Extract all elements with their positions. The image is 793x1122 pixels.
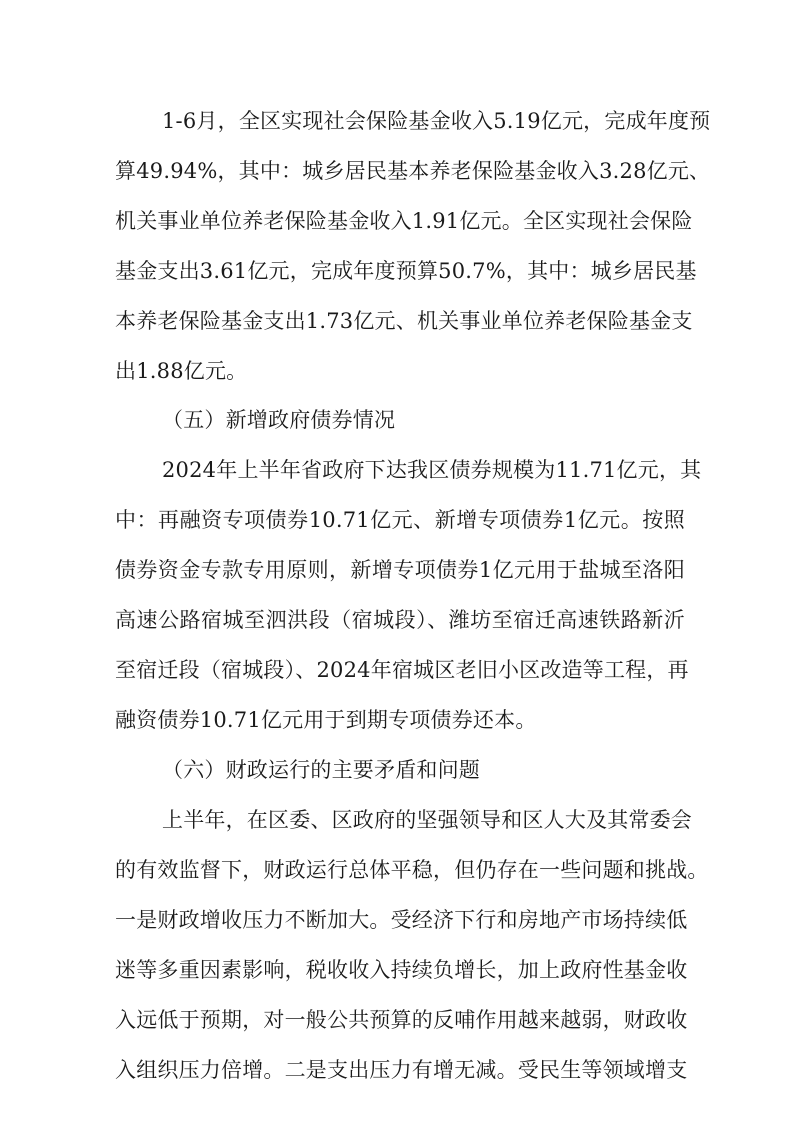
paragraph-line: 入远低于预期，对一般公共预算的反哺作用越来越弱，财政收	[115, 1008, 688, 1032]
paragraph-line: 高速公路宿城至泗洪段（宿城段）、潍坊至宿迁高速铁路新沂	[115, 608, 685, 632]
section-heading: （五）新增政府债券情况	[162, 408, 396, 432]
paragraph-line: 一是财政增收压力不断加大。受经济下行和房地产市场持续低	[115, 908, 688, 932]
paragraph-line: 算49.94%，其中：城乡居民基本养老保险基金收入3.28亿元、	[115, 159, 711, 183]
paragraph-line: 入组织压力倍增。二是支出压力有增无减。受民生等领域增支	[115, 1058, 688, 1082]
paragraph-line: 债券资金专款专用原则，新增专项债券1亿元用于盐城至洛阳	[115, 558, 685, 582]
paragraph-line: 1-6月，全区实现社会保险基金收入5.19亿元，完成年度预	[162, 109, 711, 133]
paragraph-line: 融资债券10.71亿元用于到期专项债券还本。	[115, 708, 537, 732]
paragraph-line: 中：再融资专项债券10.71亿元、新增专项债券1亿元。按照	[115, 508, 685, 532]
paragraph-line: 本养老保险基金支出1.73亿元、机关事业单位养老保险基金支	[115, 309, 693, 333]
paragraph-line: 迷等多重因素影响，税收收入持续负增长，加上政府性基金收	[115, 958, 688, 982]
paragraph-line: 基金支出3.61亿元，完成年度预算50.7%，其中：城乡居民基	[115, 259, 697, 283]
section-heading: （六）财政运行的主要矛盾和问题	[162, 758, 480, 782]
paragraph-line: 的有效监督下，财政运行总体平稳，但仍存在一些问题和挑战。	[115, 858, 709, 882]
paragraph-line: 2024年上半年省政府下达我区债券规模为11.71亿元，其	[162, 458, 702, 482]
paragraph-line: 上半年，在区委、区政府的坚强领导和区人大及其常委会	[162, 808, 692, 832]
paragraph-line: 出1.88亿元。	[115, 359, 248, 383]
paragraph-line: 机关事业单位养老保险基金收入1.91亿元。全区实现社会保险	[115, 209, 693, 233]
paragraph-line: 至宿迁段（宿城段）、2024年宿城区老旧小区改造等工程，再	[115, 658, 689, 682]
